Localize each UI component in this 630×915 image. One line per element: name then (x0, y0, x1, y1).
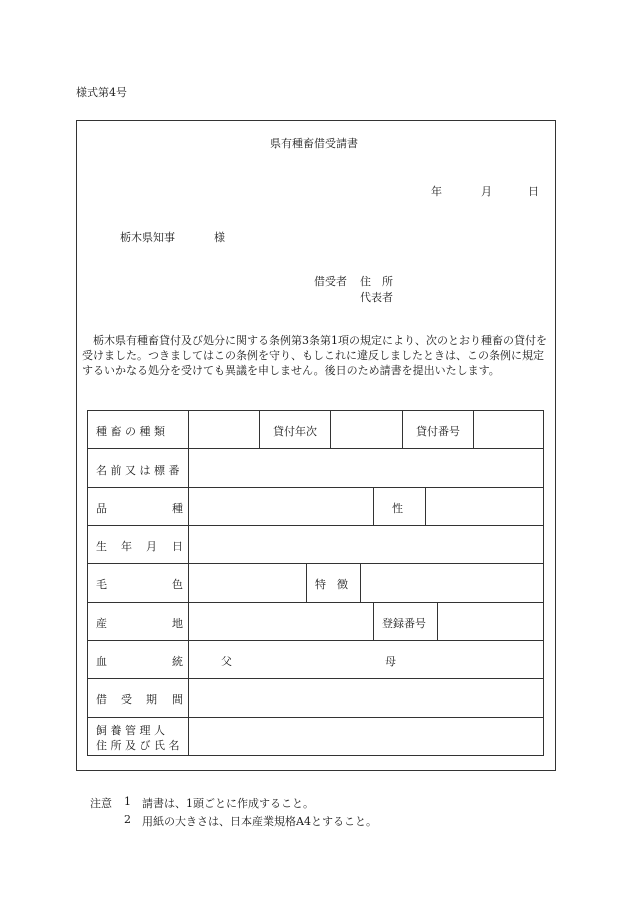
loan-detail-table (87, 410, 544, 756)
label-birth-4: 日 (172, 540, 183, 553)
notes-label: 注意 (90, 797, 112, 810)
form-title: 県有種畜借受請書 (270, 137, 358, 150)
label-name-or-tag: 名 前 又 は 標 番 (96, 464, 180, 477)
addressee-name: 栃木県知事 (120, 231, 175, 244)
borrower-address-label: 住 所 (360, 275, 393, 288)
body-text: 栃木県有種畜貸付及び処分に関する条例第3条第1項の規定により、次のとおり種畜の貸付を受けました。つきましてはこの条例を守り、もしこれに違反しましたときは、この条例に規定するいかなる処分を受けても異議を申しません。後日のため請書を提出いたします。 (82, 334, 547, 377)
label-coat-right: 色 (172, 578, 183, 591)
label-features: 特 徴 (315, 578, 348, 591)
form-number: 様式第4号 (76, 86, 127, 99)
label-pedigree-left: 血 (96, 655, 107, 668)
note-1-text: 請書は、1頭ごとに作成すること。 (142, 797, 314, 810)
label-birth-2: 年 (121, 540, 132, 553)
label-father: 父 (221, 655, 232, 668)
note-2-text: 用紙の大きさは、日本産業規格A4とすること。 (142, 815, 377, 828)
label-sex: 性 (392, 502, 403, 515)
date-day: 日 (528, 185, 539, 198)
label-pedigree-right: 統 (172, 655, 183, 668)
note-2-number: 2 (124, 813, 131, 826)
label-origin-right: 地 (172, 617, 183, 630)
label-loan-year: 貸付年次 (273, 425, 317, 438)
label-keeper-line1: 飼 養 管 理 人 (96, 724, 165, 737)
label-period-2: 受 (121, 693, 132, 706)
date-month: 月 (481, 185, 492, 198)
note-1-number: 1 (124, 795, 131, 808)
label-coat-left: 毛 (96, 578, 107, 591)
label-period-1: 借 (96, 693, 107, 706)
label-loan-number: 貸付番号 (416, 425, 460, 438)
label-mother: 母 (385, 655, 396, 668)
label-period-4: 間 (172, 693, 183, 706)
addressee-honorific: 様 (214, 231, 225, 244)
label-livestock-type: 種 畜 の 種 類 (96, 425, 165, 438)
label-origin-left: 産 (96, 617, 107, 630)
label-breed-left: 品 (96, 502, 107, 515)
label-period-3: 期 (146, 693, 157, 706)
label-birth-3: 月 (146, 540, 157, 553)
date-year: 年 (431, 185, 442, 198)
label-registration-number: 登録番号 (382, 617, 426, 630)
label-keeper-line2: 住 所 及 び 氏 名 (96, 739, 180, 752)
label-birth-1: 生 (96, 540, 107, 553)
borrower-rep-label: 代表者 (360, 291, 393, 304)
borrower-label: 借受者 (314, 275, 347, 288)
label-breed-right: 種 (172, 502, 183, 515)
